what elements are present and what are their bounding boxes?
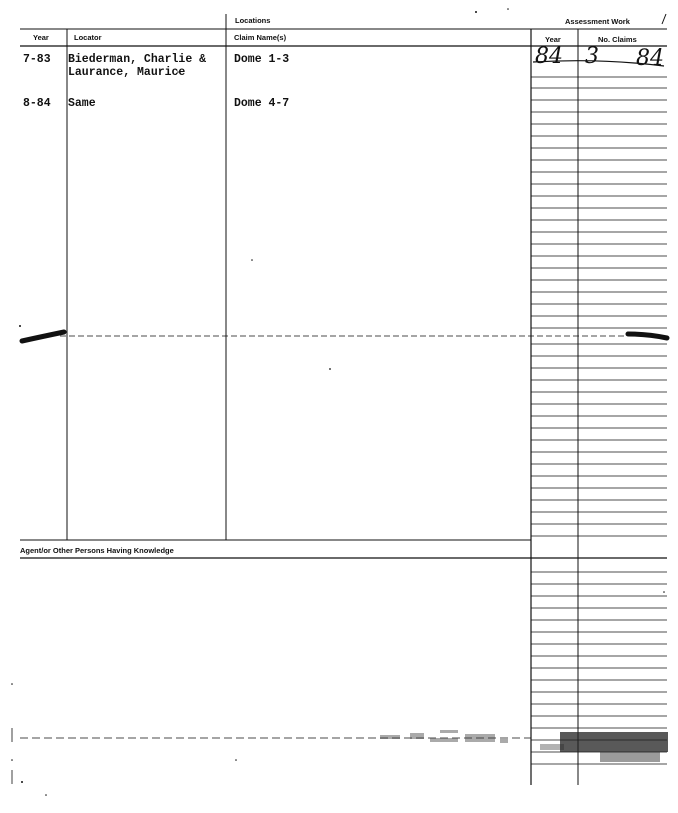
entry-2-year: 8-84	[23, 97, 51, 110]
locator-column-header: Locator	[74, 33, 102, 42]
no-claims-column-header: No. Claims	[598, 35, 637, 44]
entry-2-claim-name: Dome 4-7	[234, 97, 290, 110]
entry-1-year: 7-83	[23, 53, 51, 66]
entry-1-locator-line-1: Biederman, Charlie &	[68, 53, 207, 66]
entry-1-locator-line-2: Laurance, Maurice	[68, 66, 186, 79]
claim-names-column-header: Claim Name(s)	[234, 33, 287, 42]
locations-header: Locations	[235, 16, 271, 25]
assessment-year-handwritten: 84	[535, 44, 563, 69]
agent-section-label: Agent/or Other Persons Having Knowledge	[20, 546, 174, 555]
assessment-no-claims-handwritten: 3	[585, 44, 599, 69]
year-column-header: Year	[33, 33, 49, 42]
entry-1-claim-name: Dome 1-3	[234, 53, 290, 66]
entry-2-locator: Same	[68, 97, 96, 110]
assessment-note-handwritten: 84	[636, 46, 664, 71]
assessment-work-header: Assessment Work	[565, 17, 630, 26]
assessment-year-column-header: Year	[545, 35, 561, 44]
